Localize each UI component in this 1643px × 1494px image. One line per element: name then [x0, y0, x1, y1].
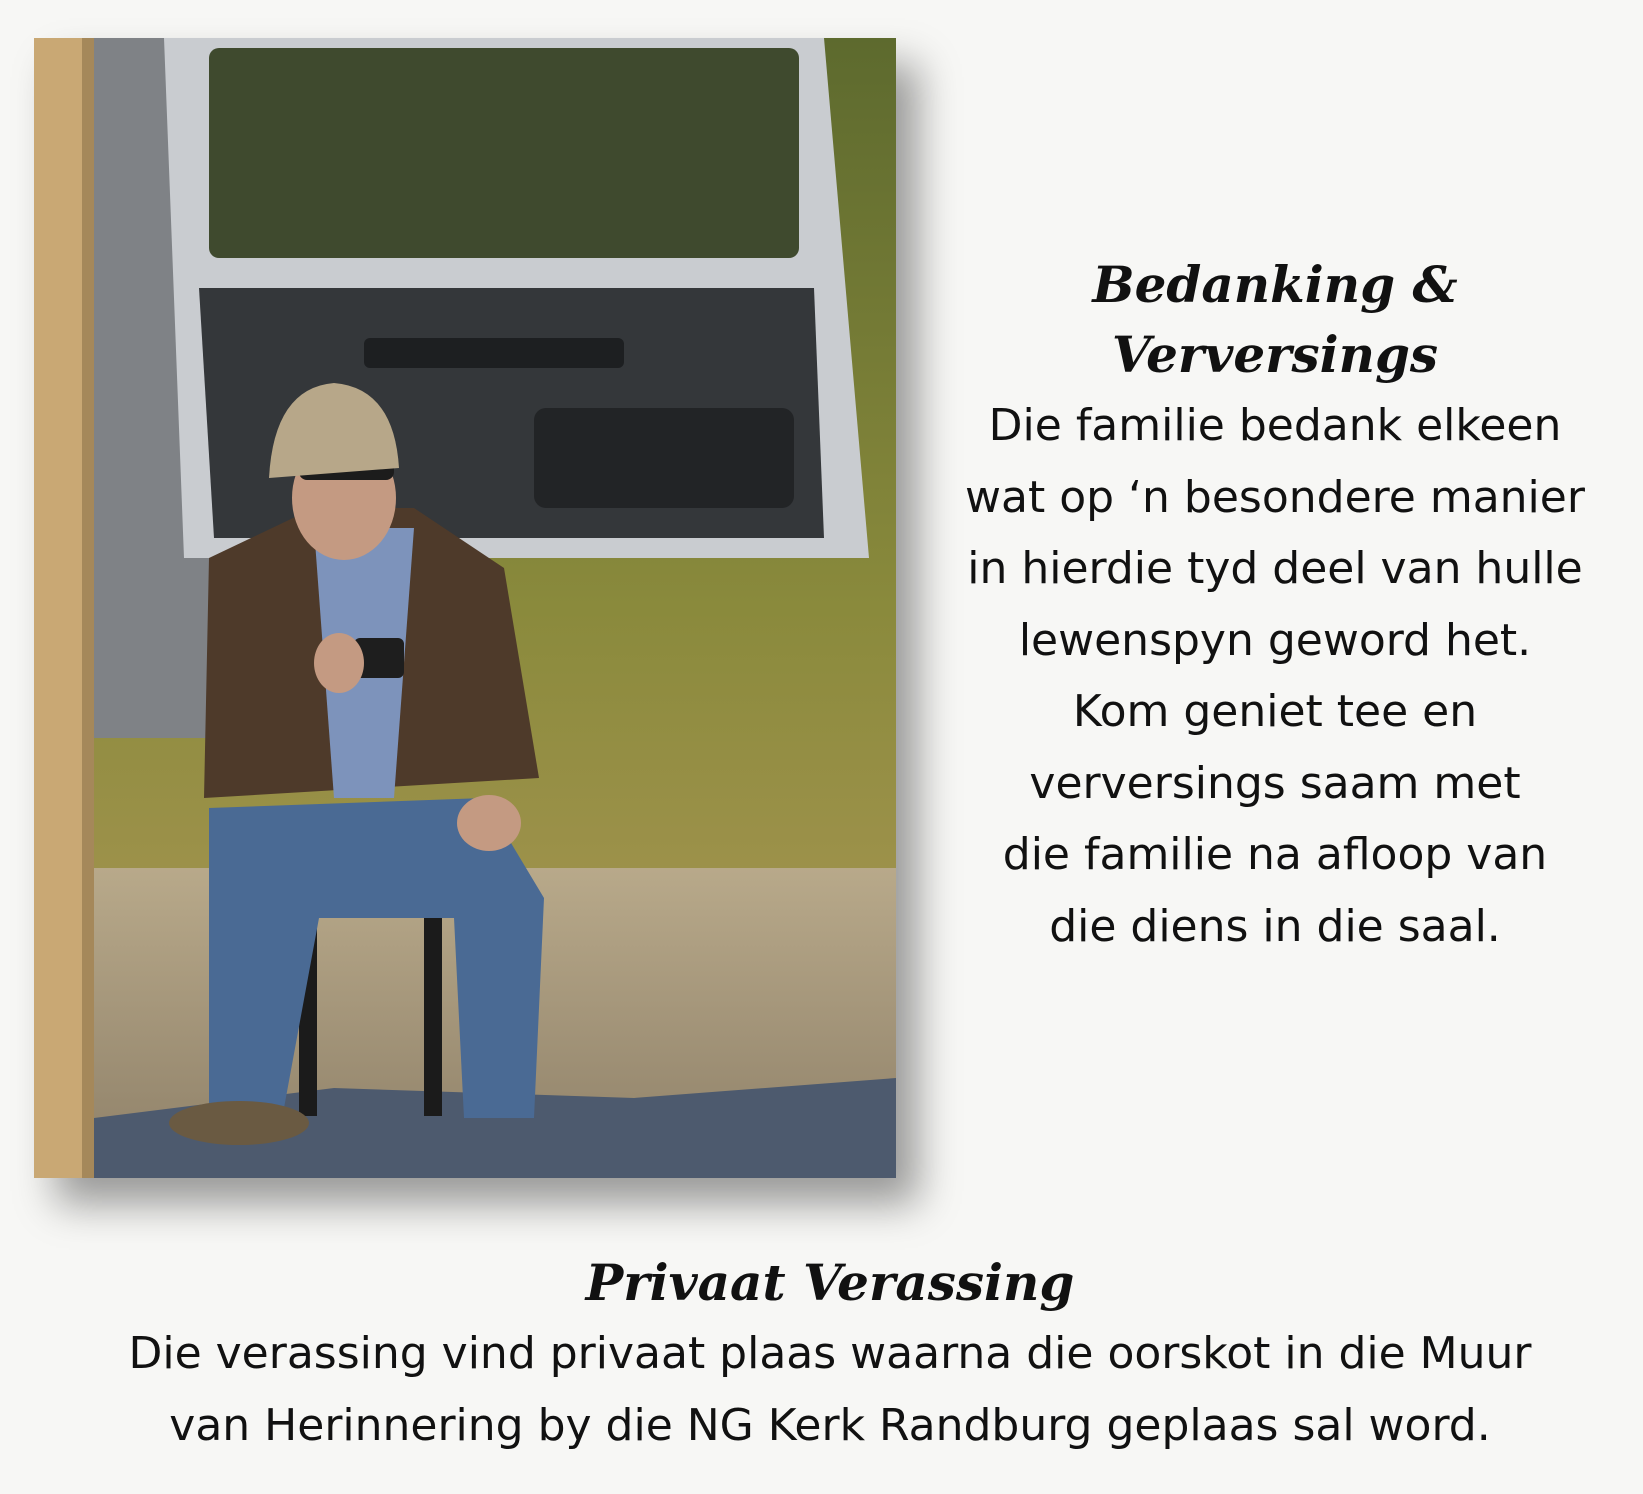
cremation-heading: Privaat Verassing [585, 1253, 1075, 1312]
memorial-photo [34, 38, 896, 1178]
refreshments-line: wat op ‘n besondere manier [965, 471, 1585, 523]
refreshments-heading: Bedanking & Verversings [1092, 255, 1458, 384]
refreshments-text [930, 390, 1620, 962]
photo-illustration [34, 38, 896, 1178]
refreshments-line: in hierdie tyd deel van hulle [967, 543, 1583, 594]
refreshments-line: Kom geniet tee en [1072, 686, 1478, 737]
refreshments-line: die diens in die saal. [1049, 900, 1501, 952]
refreshments-line: verversings saam met [1029, 757, 1521, 809]
cremation-line: van Herinnering by die NG Kerk Randburg geplaas sal word. [169, 1400, 1491, 1451]
refreshments-section [930, 250, 1620, 962]
refreshments-line: lewenspyn geword het. [1018, 614, 1532, 666]
refreshments-line: Die familie bedank elkeen [988, 400, 1562, 451]
cremation-section [40, 1248, 1620, 1462]
cremation-line: Die verassing vind privaat plaas waarna die oorskot in die Muur [128, 1328, 1532, 1379]
refreshments-line: die familie na afloop van [1002, 829, 1548, 880]
